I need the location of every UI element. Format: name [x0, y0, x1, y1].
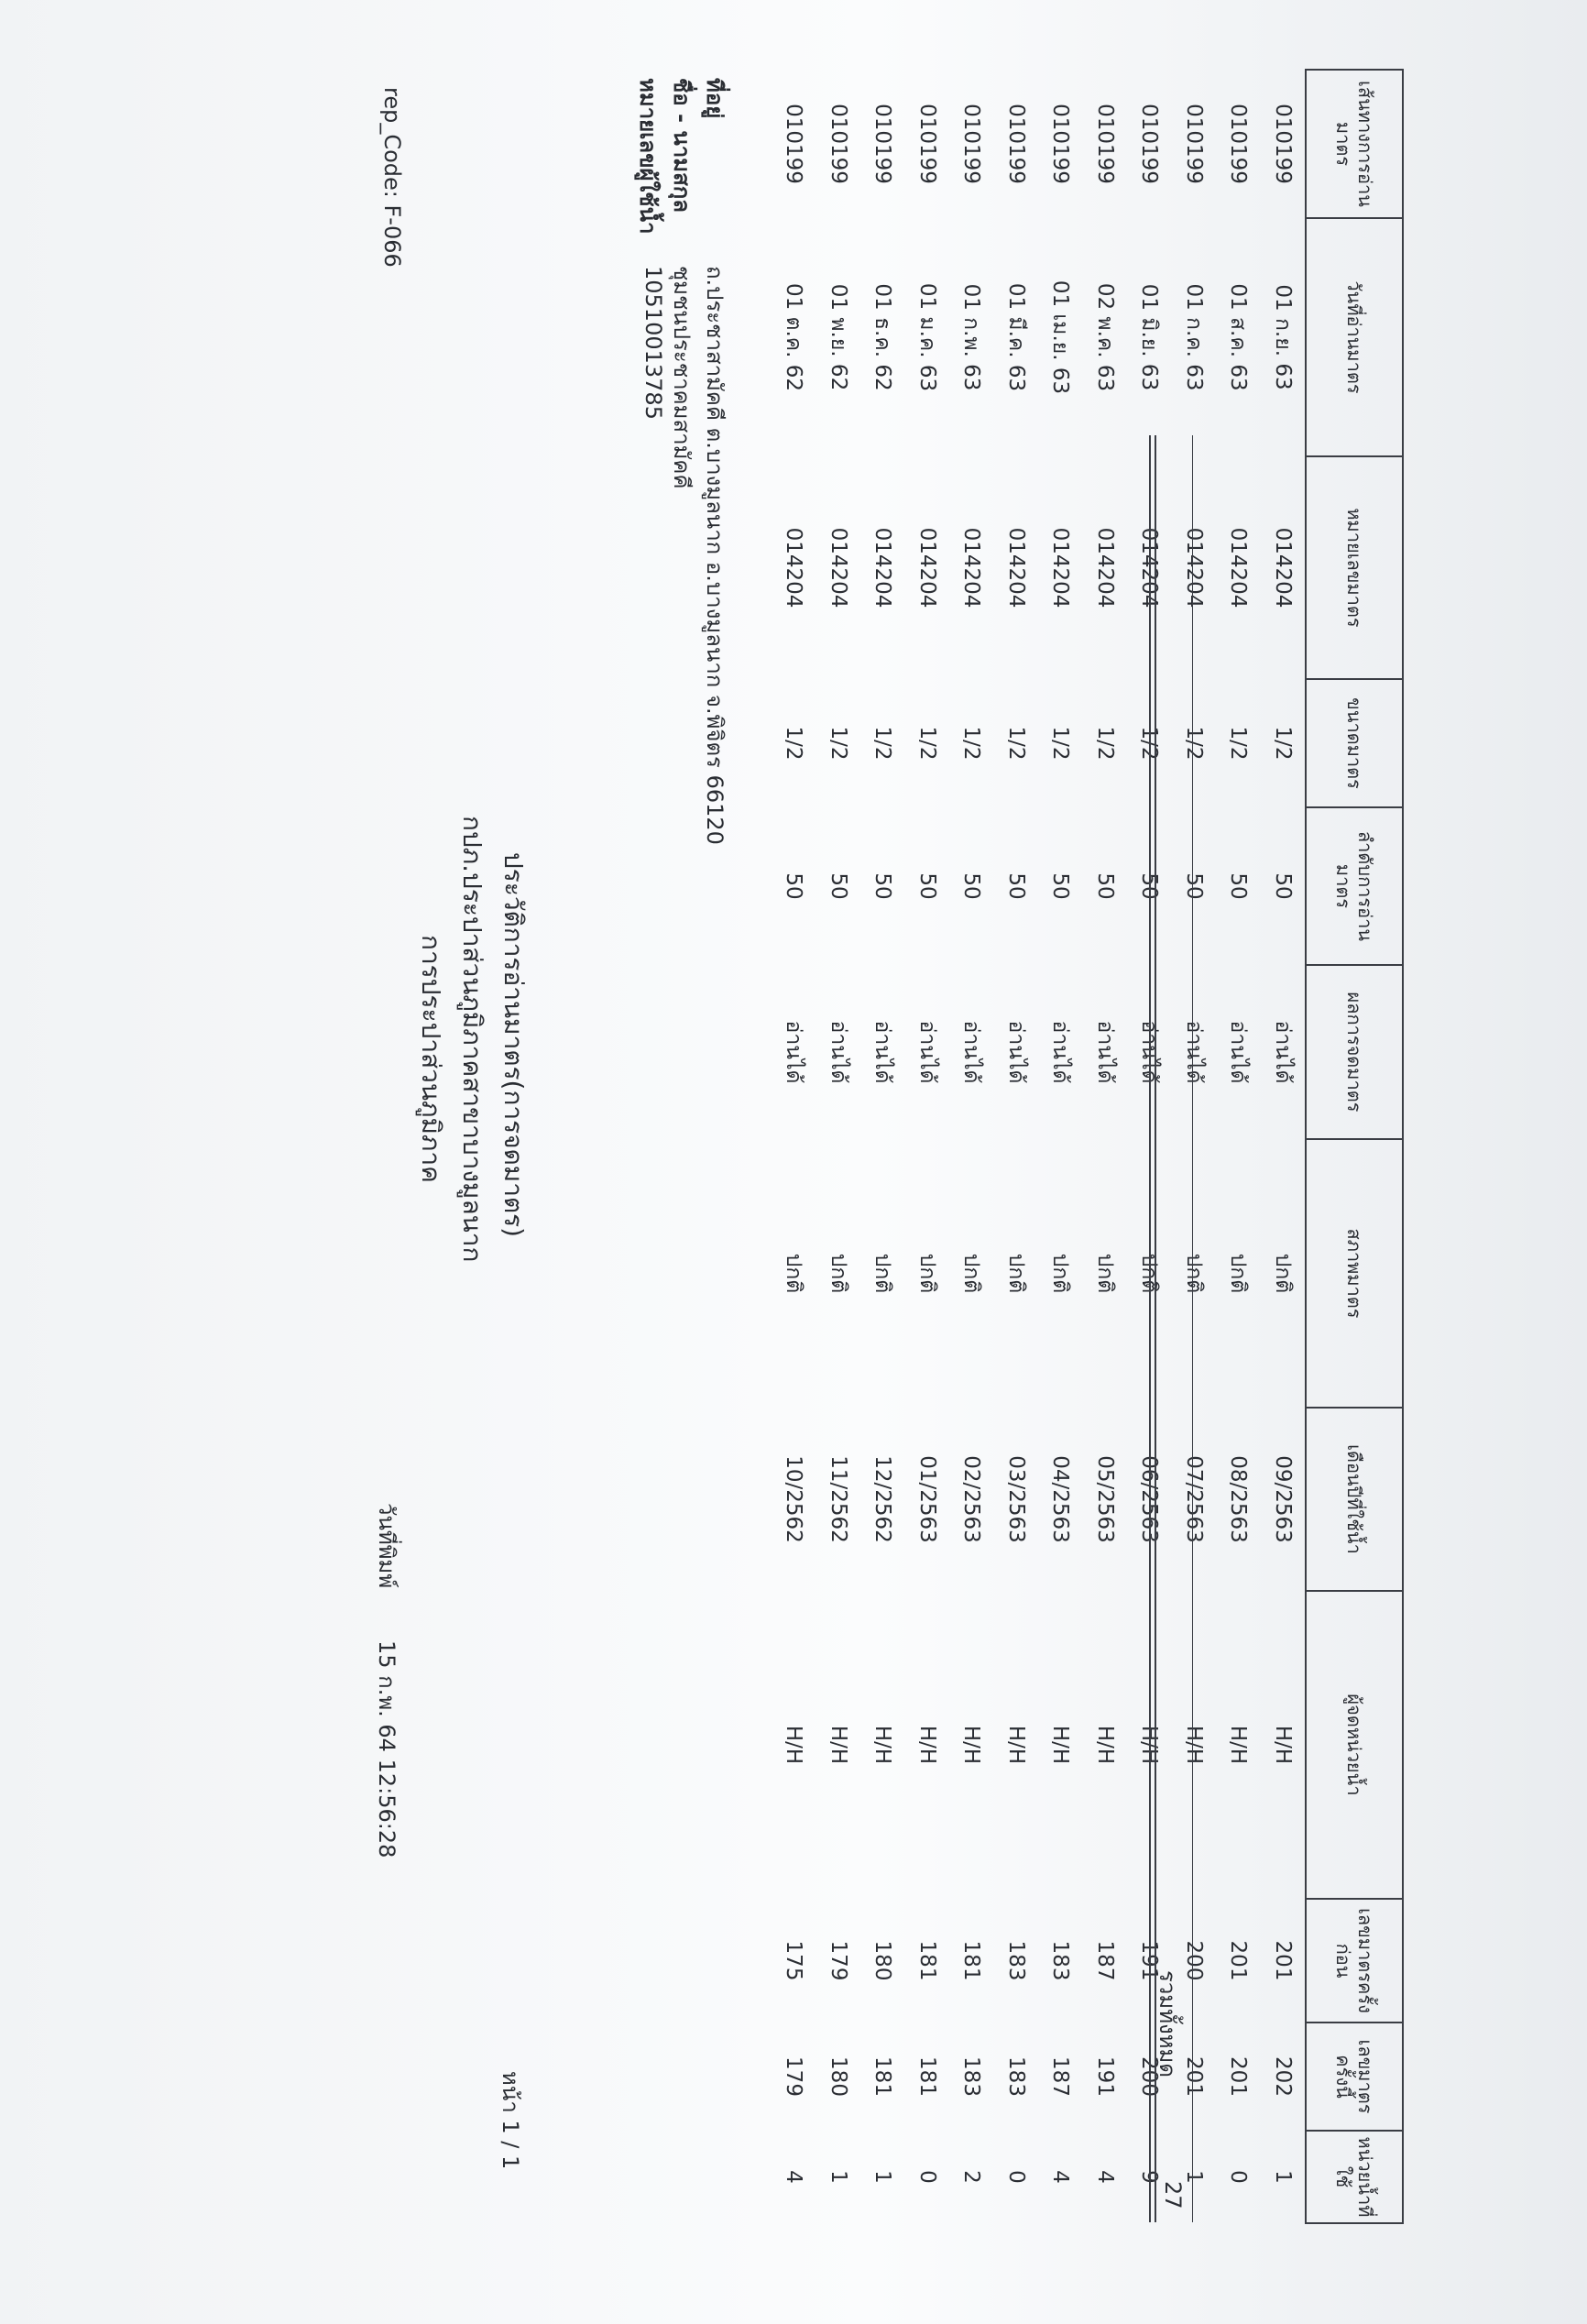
- cell-read-date: 01 มิ.ย. 63: [1137, 283, 1162, 391]
- cell-read-date: 01 พ.ย. 62: [826, 283, 850, 391]
- cell-read-seq: 50: [1226, 872, 1251, 900]
- cell-route: 010199: [1137, 104, 1162, 184]
- col-meter-no: หมายเลขมาตร: [1306, 456, 1403, 679]
- report-code: rep_Code: F-066: [379, 87, 405, 268]
- cell-read-result: อ่านได้: [1003, 1020, 1028, 1084]
- cell-route: 010199: [1003, 104, 1028, 184]
- cell-usage-month: 10/2562: [782, 1455, 806, 1543]
- cell-reader: H/H: [782, 1725, 806, 1765]
- customer-id-label: หมายเลขผู้ใช้น้ำ: [635, 78, 661, 235]
- cell-meter-condition: ปกติ: [782, 1253, 806, 1294]
- cell-route: 010199: [826, 104, 850, 184]
- table-row: [1083, 70, 1128, 2223]
- cell-units-used: 1: [826, 2170, 850, 2184]
- table-header-row: [1306, 70, 1403, 2223]
- cell-meter-size: 1/2: [959, 726, 984, 761]
- cell-meter-condition: ปกติ: [870, 1253, 895, 1294]
- cell-read-date: 01 ต.ค. 62: [782, 282, 806, 392]
- cell-read-result: อ่านได้: [1092, 1020, 1117, 1084]
- cell-curr-reading: 179: [782, 2056, 806, 2097]
- cell-read-seq: 50: [1137, 872, 1162, 900]
- totals-label: รวมทั้งหมด: [1155, 1970, 1180, 2077]
- cell-meter-size: 1/2: [782, 726, 806, 761]
- cell-meter-condition: ปกติ: [1226, 1253, 1251, 1294]
- cell-prev-reading: 179: [826, 1940, 850, 1981]
- cell-prev-reading: 201: [1270, 1940, 1295, 1981]
- cell-usage-month: 04/2563: [1048, 1455, 1073, 1543]
- cell-prev-reading: 187: [1092, 1940, 1117, 1981]
- table-row: [1172, 70, 1217, 2223]
- cell-route: 010199: [914, 104, 939, 184]
- cell-meter-condition: ปกติ: [1092, 1253, 1117, 1294]
- cell-read-result: อ่านได้: [1137, 1020, 1162, 1084]
- cell-read-result: อ่านได้: [782, 1020, 806, 1084]
- cell-read-date: 01 ก.ค. 63: [1181, 283, 1206, 391]
- col-read-date: วันที่อ่านมาตร: [1306, 218, 1403, 456]
- customer-name-label: ชื่อ - นามสกุล: [669, 78, 695, 213]
- cell-read-seq: 50: [1092, 872, 1117, 900]
- col-prev-reading: เลขมาตรครั้งก่อน: [1306, 1899, 1403, 2023]
- cell-read-seq: 50: [959, 872, 984, 900]
- cell-meter-size: 1/2: [1137, 726, 1162, 761]
- cell-read-result: อ่านได้: [1270, 1020, 1295, 1084]
- totals-top-rule-2: [1149, 435, 1151, 2222]
- cell-reader: H/H: [1003, 1725, 1028, 1765]
- cell-meter-size: 1/2: [1181, 726, 1206, 761]
- cell-meter-size: 1/2: [826, 726, 850, 761]
- table-row: [949, 70, 994, 2223]
- cell-prev-reading: 191: [1137, 1940, 1162, 1981]
- cell-route: 010199: [1226, 104, 1251, 184]
- cell-read-date: 01 ธ.ค. 62: [870, 283, 895, 391]
- cell-prev-reading: 201: [1226, 1940, 1251, 1981]
- cell-route: 010199: [1092, 104, 1117, 184]
- cell-usage-month: 09/2563: [1270, 1455, 1295, 1543]
- cell-route: 010199: [782, 104, 806, 184]
- cell-usage-month: 01/2563: [914, 1455, 939, 1543]
- cell-curr-reading: 181: [914, 2056, 939, 2097]
- cell-read-seq: 50: [1181, 872, 1206, 900]
- table-row: [1261, 70, 1307, 2223]
- cell-meter-no: 014204: [959, 527, 984, 608]
- table-row: [860, 70, 905, 2223]
- table-row: [772, 70, 816, 2223]
- cell-reader: H/H: [1137, 1725, 1162, 1765]
- table-row: [905, 70, 950, 2223]
- cell-read-date: 01 เม.ย. 63: [1048, 280, 1073, 395]
- cell-reader: H/H: [1226, 1725, 1251, 1765]
- cell-prev-reading: 183: [1048, 1940, 1073, 1981]
- cell-curr-reading: 201: [1226, 2056, 1251, 2097]
- totals-value: 27: [1160, 2181, 1186, 2209]
- cell-meter-condition: ปกติ: [1181, 1253, 1206, 1294]
- cell-read-date: 02 พ.ค. 63: [1092, 282, 1117, 392]
- cell-meter-no: 014204: [1092, 527, 1117, 608]
- cell-read-seq: 50: [1003, 872, 1028, 900]
- cell-read-date: 01 ก.พ. 63: [959, 283, 984, 391]
- print-date-label: วันที่พิมพ์: [374, 1503, 399, 1589]
- table-row: [994, 70, 1039, 2223]
- cell-meter-no: 014204: [1270, 527, 1295, 608]
- cell-read-result: อ่านได้: [826, 1020, 850, 1084]
- customer-id-value: 10510013785: [640, 266, 666, 420]
- totals-bottom-rule: [1192, 435, 1193, 2222]
- cell-usage-month: 08/2563: [1226, 1455, 1251, 1543]
- cell-prev-reading: 200: [1181, 1940, 1206, 1981]
- cell-read-result: อ่านได้: [1226, 1020, 1251, 1084]
- col-read-seq: ลำดับการอ่านมาตร: [1306, 807, 1403, 965]
- cell-read-date: 01 ม.ค. 63: [914, 282, 939, 392]
- cell-prev-reading: 181: [959, 1940, 984, 1981]
- customer-address-label: ที่อยู่: [702, 78, 728, 119]
- customer-name-value: ชุมชนประชาคมสามัคคี: [669, 266, 695, 489]
- cell-read-result: อ่านได้: [959, 1020, 984, 1084]
- cell-curr-reading: 183: [1003, 2056, 1028, 2097]
- col-meter-size: ขนาดมาตร: [1306, 679, 1403, 807]
- cell-meter-no: 014204: [914, 527, 939, 608]
- cell-reader: H/H: [826, 1725, 850, 1765]
- cell-units-used: 2: [959, 2170, 984, 2184]
- customer-address-value: ถ.ประชาสามัคคี ต.บางมูลนาก อ.บางมูลนาก จ.พิจิตร 66120: [702, 266, 728, 845]
- col-read-result: ผลการจดมาตร: [1306, 965, 1403, 1139]
- cell-meter-no: 014204: [870, 527, 895, 608]
- cell-meter-condition: ปกติ: [959, 1253, 984, 1294]
- cell-prev-reading: 183: [1003, 1940, 1028, 1981]
- cell-usage-month: 07/2563: [1181, 1455, 1206, 1543]
- cell-curr-reading: 180: [826, 2056, 850, 2097]
- cell-usage-month: 02/2563: [959, 1455, 984, 1543]
- cell-reader: H/H: [870, 1725, 895, 1765]
- cell-curr-reading: 201: [1181, 2056, 1206, 2097]
- cell-route: 010199: [870, 104, 895, 184]
- cell-prev-reading: 180: [870, 1940, 895, 1981]
- cell-meter-no: 014204: [782, 527, 806, 608]
- cell-reader: H/H: [1048, 1725, 1073, 1765]
- cell-meter-no: 014204: [1226, 527, 1251, 608]
- cell-read-seq: 50: [782, 872, 806, 900]
- cell-read-result: อ่านได้: [1181, 1020, 1206, 1084]
- cell-meter-size: 1/2: [1226, 726, 1251, 761]
- cell-curr-reading: 202: [1270, 2056, 1295, 2097]
- cell-units-used: 1: [870, 2170, 895, 2184]
- cell-reader: H/H: [914, 1725, 939, 1765]
- cell-usage-month: 12/2562: [870, 1455, 895, 1543]
- cell-usage-month: 11/2562: [826, 1455, 850, 1543]
- report-title: ประวัติการอ่านมาตร(การจดมาตร): [498, 852, 529, 1238]
- cell-meter-size: 1/2: [870, 726, 895, 761]
- cell-meter-no: 014204: [826, 527, 850, 608]
- cell-meter-condition: ปกติ: [1048, 1253, 1073, 1294]
- cell-reader: H/H: [1181, 1725, 1206, 1765]
- print-datetime: 15 ก.พ. 64 12:56:28: [374, 1640, 399, 1858]
- cell-meter-condition: ปกติ: [826, 1253, 850, 1294]
- cell-read-date: 01 มี.ค. 63: [1003, 282, 1028, 392]
- cell-read-seq: 50: [826, 872, 850, 900]
- col-units-used: หน่วยน้ำที่ใช้: [1306, 2131, 1403, 2223]
- cell-meter-size: 1/2: [914, 726, 939, 761]
- cell-read-seq: 50: [1048, 872, 1073, 900]
- cell-read-date: 01 ส.ค. 63: [1226, 283, 1251, 391]
- cell-units-used: 9: [1137, 2170, 1162, 2184]
- cell-curr-reading: 181: [870, 2056, 895, 2097]
- cell-route: 010199: [959, 104, 984, 184]
- reading-history-table: [772, 69, 1404, 2224]
- cell-meter-no: 014204: [1181, 527, 1206, 608]
- cell-meter-no: 014204: [1003, 527, 1028, 608]
- cell-read-seq: 50: [870, 872, 895, 900]
- cell-read-date: 01 ก.ย. 63: [1270, 284, 1295, 390]
- cell-reader: H/H: [1270, 1725, 1295, 1765]
- cell-units-used: 1: [1181, 2170, 1206, 2184]
- cell-route: 010199: [1270, 104, 1295, 184]
- cell-meter-condition: ปกติ: [1270, 1253, 1295, 1294]
- col-route: เส้นทางการอ่านมาตร: [1306, 70, 1403, 218]
- cell-route: 010199: [1048, 104, 1073, 184]
- cell-curr-reading: 187: [1048, 2056, 1073, 2097]
- cell-units-used: 0: [1226, 2170, 1251, 2184]
- table-row: [816, 70, 861, 2223]
- cell-read-seq: 50: [1270, 872, 1295, 900]
- cell-units-used: 4: [782, 2170, 806, 2184]
- cell-meter-size: 1/2: [1048, 726, 1073, 761]
- cell-meter-condition: ปกติ: [1137, 1253, 1162, 1294]
- branch-title: กปภ.ประปาส่วนภูมิภาคสาขาบางมูลนาก: [457, 816, 487, 1263]
- col-reader: ผู้จดหน่วยน้ำ: [1306, 1591, 1403, 1899]
- cell-curr-reading: 191: [1092, 2056, 1117, 2097]
- cell-meter-size: 1/2: [1092, 726, 1117, 761]
- cell-usage-month: 03/2563: [1003, 1455, 1028, 1543]
- cell-units-used: 4: [1092, 2170, 1117, 2184]
- col-meter-condition: สภาพมาตร: [1306, 1139, 1403, 1408]
- cell-meter-size: 1/2: [1270, 726, 1295, 761]
- cell-reader: H/H: [1092, 1725, 1117, 1765]
- cell-curr-reading: 183: [959, 2056, 984, 2097]
- page-number: หน้า 1 / 1: [498, 2071, 523, 2170]
- cell-prev-reading: 181: [914, 1940, 939, 1981]
- col-usage-month: เดือนปีที่ใช้น้ำ: [1306, 1408, 1403, 1591]
- cell-read-result: อ่านได้: [870, 1020, 895, 1084]
- cell-read-result: อ่านได้: [1048, 1020, 1073, 1084]
- table-row: [1216, 70, 1261, 2223]
- cell-route: 010199: [1181, 104, 1206, 184]
- cell-curr-reading: 200: [1137, 2056, 1162, 2097]
- cell-units-used: 0: [914, 2170, 939, 2184]
- cell-units-used: 0: [1003, 2170, 1028, 2184]
- cell-reader: H/H: [959, 1725, 984, 1765]
- totals-top-rule: [1155, 435, 1156, 2222]
- cell-meter-no: 014204: [1048, 527, 1073, 608]
- cell-usage-month: 06/2563: [1137, 1455, 1162, 1543]
- cell-usage-month: 05/2563: [1092, 1455, 1117, 1543]
- table-row: [1038, 70, 1083, 2223]
- cell-read-result: อ่านได้: [914, 1020, 939, 1084]
- cell-meter-no: 014204: [1137, 527, 1162, 608]
- col-curr-reading: เลขมาตรครั้งนี้: [1306, 2023, 1403, 2131]
- cell-meter-condition: ปกติ: [1003, 1253, 1028, 1294]
- cell-prev-reading: 175: [782, 1940, 806, 1981]
- cell-meter-condition: ปกติ: [914, 1253, 939, 1294]
- cell-read-seq: 50: [914, 872, 939, 900]
- org-title: การประปาส่วนภูมิภาค: [416, 935, 446, 1183]
- cell-units-used: 1: [1270, 2170, 1295, 2184]
- cell-units-used: 4: [1048, 2170, 1073, 2184]
- cell-meter-size: 1/2: [1003, 726, 1028, 761]
